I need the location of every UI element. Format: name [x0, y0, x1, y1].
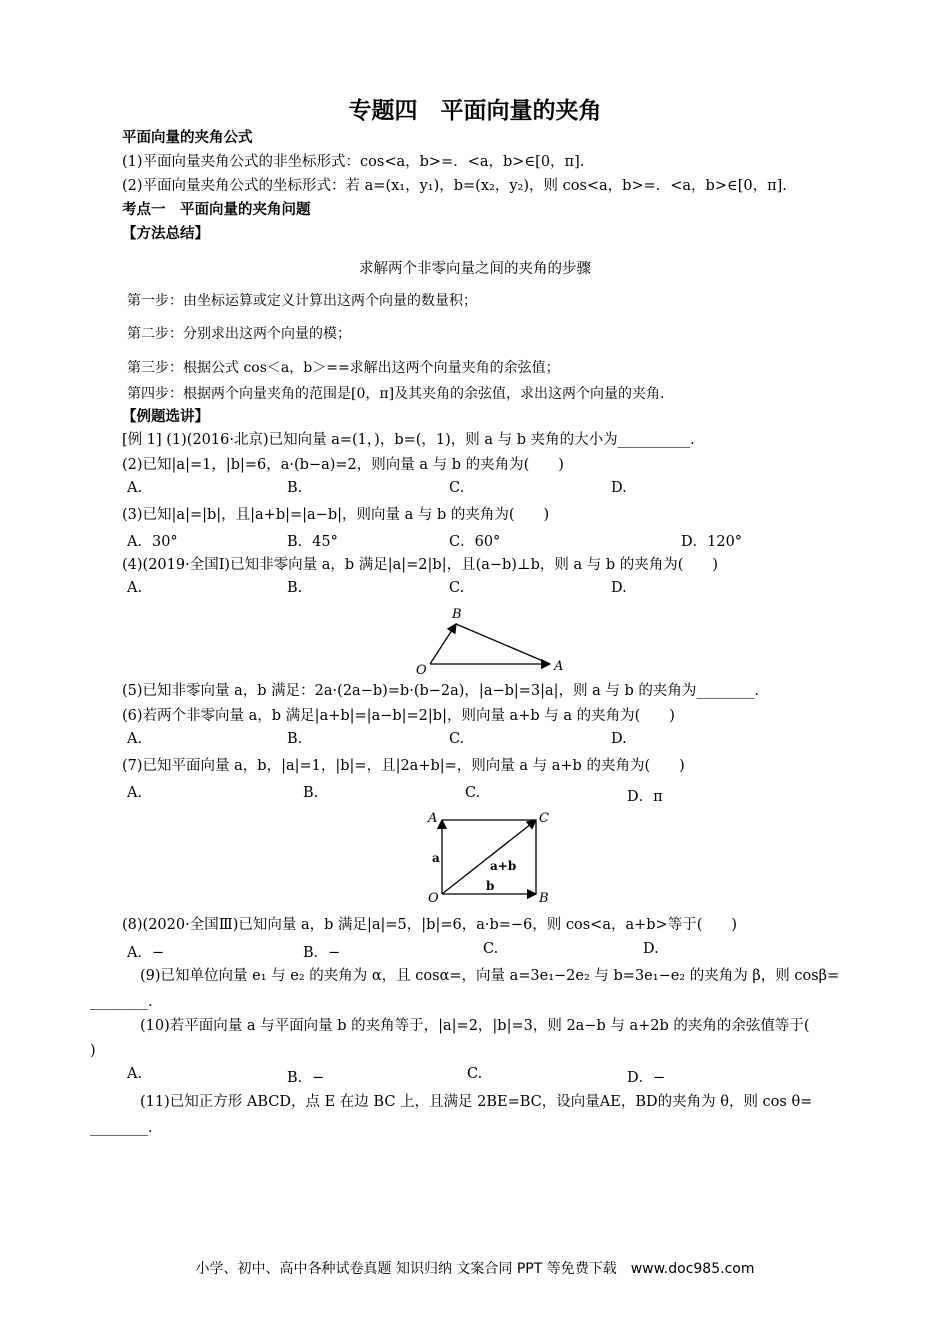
problem-7: (7)已知平面向量 a，b，|a|=1，|b|=，且|2a+b|=，则向量 a 与 a+b 的夹角为( ) [122, 758, 685, 774]
option-b: B. [303, 785, 319, 801]
option-b: B．− [287, 1070, 325, 1086]
formula-heading: 平面向量的夹角公式 [122, 130, 253, 146]
option-c: C. [449, 480, 465, 496]
option-a: A. [127, 1066, 143, 1082]
option-d: D. [611, 731, 627, 747]
label-b: B [539, 891, 549, 904]
examples-label: 【例题选讲】 [122, 409, 209, 425]
option-b: B. [287, 580, 303, 596]
method-label: 【方法总结】 [122, 226, 209, 242]
vector-ob [430, 624, 456, 664]
page-title: 专题四 平面向量的夹角 [348, 98, 602, 124]
step-1: 第一步：由坐标运算或定义计算出这两个向量的数量积； [127, 293, 477, 309]
label-c: C [539, 811, 549, 826]
problem-9-line-2: ________. [90, 994, 153, 1010]
problem-3-options [127, 530, 827, 550]
option-c: C. [449, 580, 465, 596]
problem-4: (4)(2019·全国Ⅰ)已知非零向量 a，b 满足|a|=2|b|，且(a−b)⊥b，则 a 与 b 的夹角为( ) [122, 557, 719, 573]
problem-4-options [127, 580, 827, 600]
problem-3: (3)已知|a|=|b|，且|a+b|=|a−b|，则向量 a 与 b 的夹角为( ) [122, 507, 550, 523]
option-d: D．120° [681, 534, 743, 550]
option-a: A. [127, 785, 143, 801]
option-c: C. [465, 785, 481, 801]
problem-2: (2)已知|a|=1，|b|=6，a·(b−a)=2，则向量 a 与 b 的夹角为( ) [122, 457, 564, 473]
problem-2-options [127, 480, 827, 500]
footer-text: 小学、初中、高中各种试卷真题 知识归纳 文案合同 PPT 等免费下载 www.doc985.com [195, 1261, 755, 1277]
label-vector-b: b [486, 879, 495, 893]
triangle-figure [410, 604, 570, 678]
step-4: 第四步：根据两个向量夹角的范围是[0，π]及其夹角的余弦值，求出这两个向量的夹角. [127, 386, 665, 402]
section-heading: 考点一 平面向量的夹角问题 [122, 202, 311, 218]
problem-1: [例 1] (1)(2016·北京)已知向量 a=(1，)，b=(，1)，则 a 与 b 夹角的大小为__________. [122, 432, 695, 448]
option-a: A. [127, 580, 143, 596]
segment-ba [456, 624, 550, 664]
option-a: A. [127, 480, 143, 496]
problem-6-options [127, 731, 827, 751]
option-a: A．30° [127, 534, 178, 550]
option-a: A．− [127, 945, 165, 961]
option-a: A. [127, 731, 143, 747]
label-o: O [416, 663, 427, 678]
option-d: D. [611, 580, 627, 596]
problem-8-options [127, 941, 827, 961]
problem-9-line-1: (9)已知单位向量 e₁ 与 e₂ 的夹角为 α，且 cosα=，向量 a=3e₁−2e₂ 与 b=3e₁−e₂ 的夹角为 β，则 cosβ= [140, 968, 840, 984]
problem-10-options [127, 1066, 827, 1086]
problem-11-line-1: (11)已知正方形 ABCD，点 E 在边 BC 上，且满足 2BE=BC，设向量AE，BD的夹角为 θ，则 cos θ= [140, 1094, 813, 1110]
label-o: O [428, 891, 439, 904]
option-b: B．− [303, 945, 341, 961]
problem-8: (8)(2020·全国Ⅲ)已知向量 a，b 满足|a|=5，|b|=6，a·b=−6，则 cos<a，a+b>等于( ) [122, 917, 738, 933]
problem-11-line-2: ________. [90, 1120, 153, 1136]
label-b: B [452, 607, 462, 622]
option-c: C. [467, 1066, 483, 1082]
option-d: D．− [627, 1070, 666, 1086]
option-c: C. [483, 941, 499, 957]
option-d: D．π [627, 789, 663, 805]
problem-10-line-1: (10)若平面向量 a 与平面向量 b 的夹角等于，|a|=2，|b|=3，则 2a−b 与 a+2b 的夹角的余弦值等于( [140, 1018, 810, 1034]
problem-7-options [127, 785, 827, 805]
option-c: C．60° [449, 534, 501, 550]
option-d: D. [611, 480, 627, 496]
label-a: A [428, 811, 438, 826]
problem-5: (5)已知非零向量 a，b 满足：2a·(2a−b)=b·(b−2a)，|a−b|=3|a|，则 a 与 b 的夹角为________. [122, 683, 760, 699]
formula-line-2: (2)平面向量夹角公式的坐标形式：若 a=(x₁，y₁)，b=(x₂，y₂)，则 cos<a，b>=．<a，b>∈[0，π]. [122, 178, 787, 194]
option-d: D. [643, 941, 659, 957]
step-2: 第二步：分别求出这两个向量的模； [127, 326, 351, 342]
method-title: 求解两个非零向量之间的夹角的步骤 [359, 261, 591, 277]
option-b: B. [287, 731, 303, 747]
problem-6: (6)若两个非零向量 a，b 满足|a+b|=|a−b|=2|b|，则向量 a+b 与 a 的夹角为( ) [122, 708, 675, 724]
option-b: B．45° [287, 534, 338, 550]
label-a: A [554, 659, 564, 674]
label-vector-a: a [432, 851, 440, 865]
option-c: C. [449, 731, 465, 747]
formula-line-1: (1)平面向量夹角公式的非坐标形式：cos<a，b>=．<a，b>∈[0，π]. [122, 154, 585, 170]
option-b: B. [287, 480, 303, 496]
problem-10-line-2: ) [90, 1043, 96, 1059]
step-3: 第三步：根据公式 cos＜a，b＞==求解出这两个向量夹角的余弦值； [127, 360, 560, 376]
label-vector-a-plus-b: a+b [490, 859, 517, 873]
rectangle-figure [426, 808, 560, 904]
